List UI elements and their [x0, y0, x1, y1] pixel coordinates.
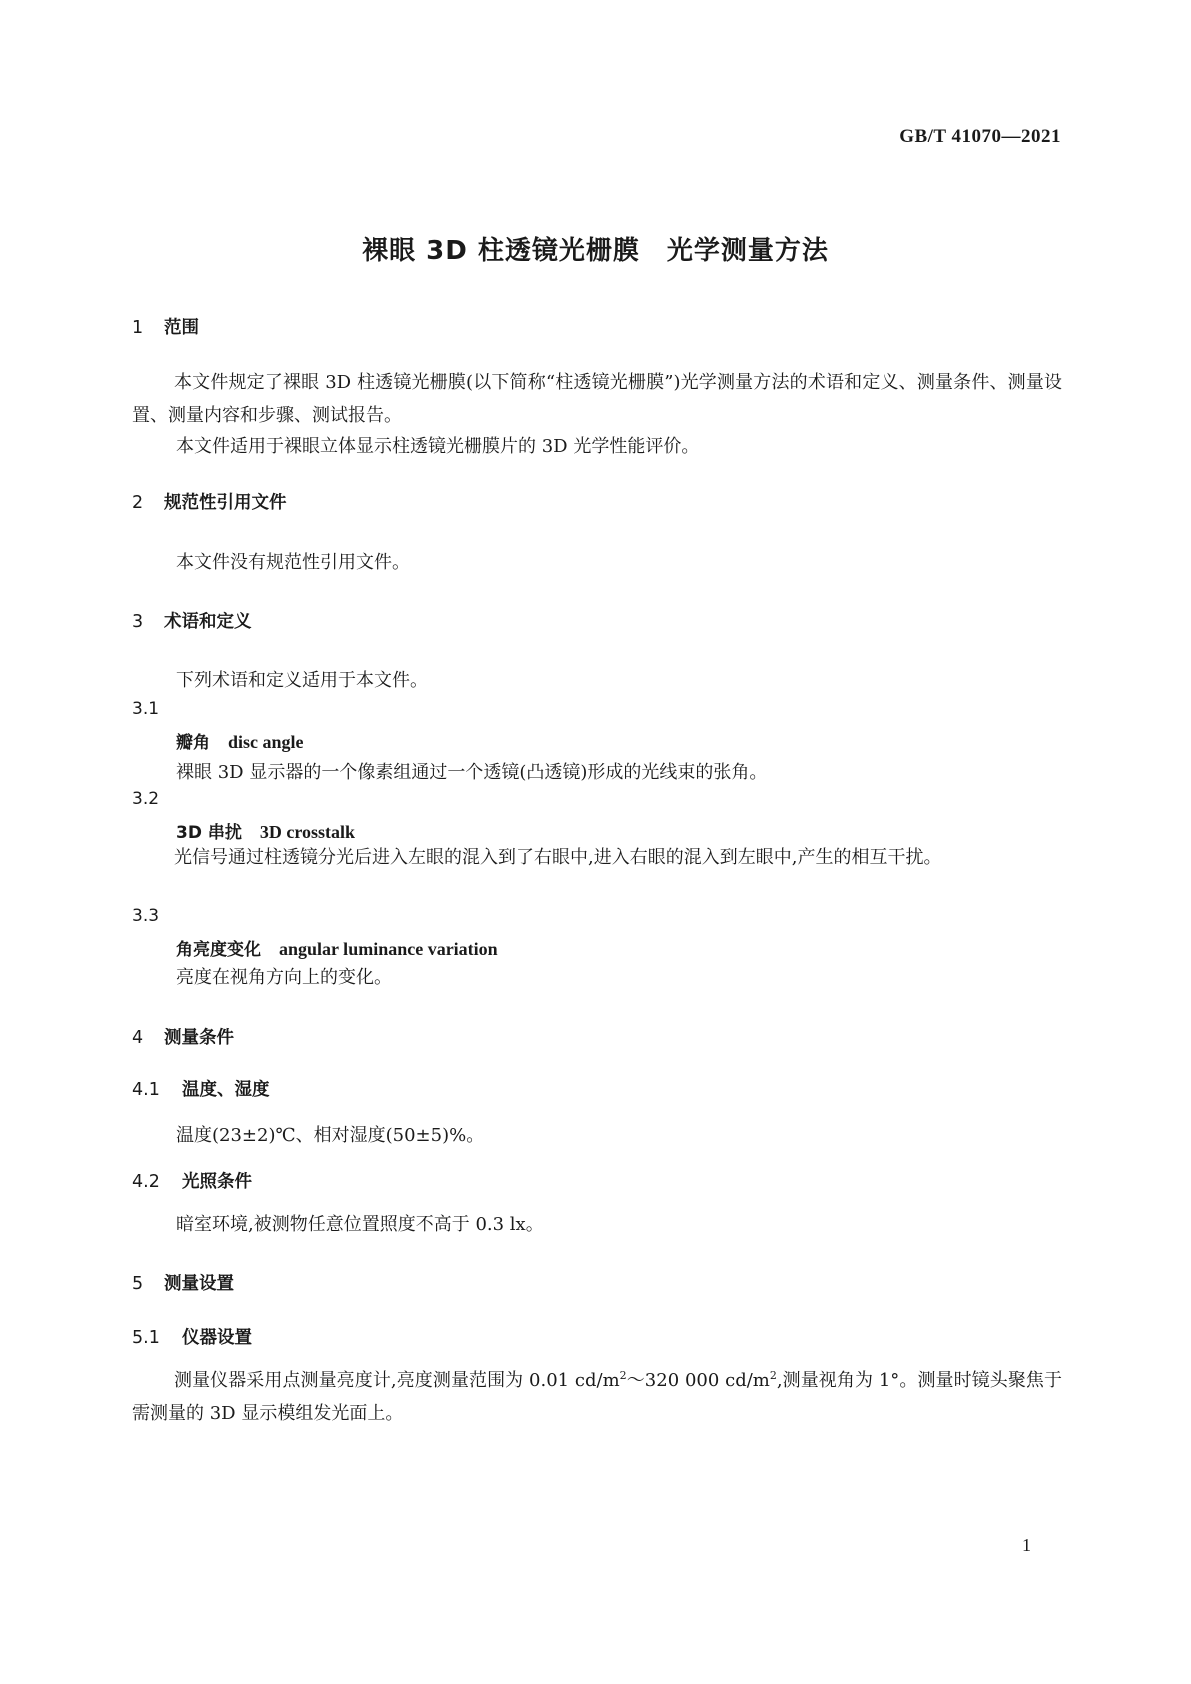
paragraph: 下列术语和定义适用于本文件。 [176, 670, 428, 691]
superscript: 2 [769, 1369, 777, 1382]
superscript: 2 [619, 1369, 627, 1382]
section-2-heading [132, 489, 287, 514]
term-entry [176, 728, 304, 753]
term-entry [176, 935, 498, 960]
section-3-heading [132, 608, 252, 633]
section-1-heading [132, 314, 199, 339]
paragraph: 温度(23±2)℃、相对湿度(50±5)%。 [176, 1125, 485, 1146]
term-definition: 光信号通过柱透镜分光后进入左眼的混入到了右眼中,进入右眼的混入到左眼中,产生的相互干扰。 [174, 847, 942, 868]
section-4-heading [132, 1024, 234, 1049]
section-title: 测量条件 [164, 1028, 234, 1048]
paragraph [132, 1364, 1062, 1430]
term-number: 3.2 [132, 789, 160, 809]
document-title: 裸眼 3D 柱透镜光栅膜 光学测量方法 [362, 236, 829, 266]
term-zh: 角亮度变化 [176, 940, 261, 960]
text-run: ～320 000 cd/m [626, 1370, 770, 1391]
section-number: 5 [132, 1274, 144, 1294]
term-en: 3D crosstalk [259, 822, 356, 842]
page-number: 1 [1022, 1535, 1031, 1555]
text-run: ,测量视角为 1°。测量时镜头聚焦于需测量的 3D 显示模组发光面上。 [132, 1370, 1062, 1424]
term-en: disc angle [228, 732, 304, 752]
term-en: angular luminance variation [279, 939, 498, 959]
paragraph: 本文件没有规范性引用文件。 [176, 552, 410, 573]
term-definition: 亮度在视角方向上的变化。 [176, 967, 392, 988]
section-number: 2 [132, 493, 144, 513]
section-number: 4 [132, 1028, 144, 1048]
subsection-4-2-heading [132, 1168, 252, 1193]
section-5-heading [132, 1270, 234, 1295]
subsection-5-1-heading [132, 1324, 252, 1349]
section-title: 测量设置 [164, 1274, 234, 1294]
standard-number: GB/T 41070—2021 [899, 126, 1061, 147]
term-number: 3.1 [132, 699, 160, 719]
subsection-title: 光照条件 [182, 1172, 252, 1192]
subsection-number: 5.1 [132, 1328, 160, 1348]
text-run: 测量仪器采用点测量亮度计,亮度测量范围为 0.01 cd/m [174, 1370, 620, 1391]
subsection-number: 4.2 [132, 1172, 160, 1192]
section-title: 规范性引用文件 [164, 493, 287, 513]
subsection-title: 温度、湿度 [182, 1080, 270, 1100]
subsection-4-1-heading [132, 1076, 270, 1101]
term-definition: 裸眼 3D 显示器的一个像素组通过一个透镜(凸透镜)形成的光线束的张角。 [176, 762, 768, 783]
section-title: 术语和定义 [164, 612, 252, 632]
subsection-title: 仪器设置 [182, 1328, 252, 1348]
section-number: 3 [132, 612, 144, 632]
paragraph: 本文件规定了裸眼 3D 柱透镜光栅膜(以下简称“柱透镜光栅膜”)光学测量方法的术语和定义、测量条件、测量设置、测量内容和步骤、测试报告。 [132, 372, 1062, 426]
section-title: 范围 [164, 318, 199, 338]
term-entry [176, 818, 355, 843]
term-zh: 3D 串扰 [176, 823, 242, 843]
subsection-number: 4.1 [132, 1080, 160, 1100]
term-zh: 瓣角 [176, 733, 210, 753]
paragraph: 暗室环境,被测物任意位置照度不高于 0.3 lx。 [176, 1214, 544, 1235]
paragraph: 本文件适用于裸眼立体显示柱透镜光栅膜片的 3D 光学性能评价。 [176, 436, 700, 457]
section-number: 1 [132, 318, 144, 338]
term-number: 3.3 [132, 906, 160, 926]
